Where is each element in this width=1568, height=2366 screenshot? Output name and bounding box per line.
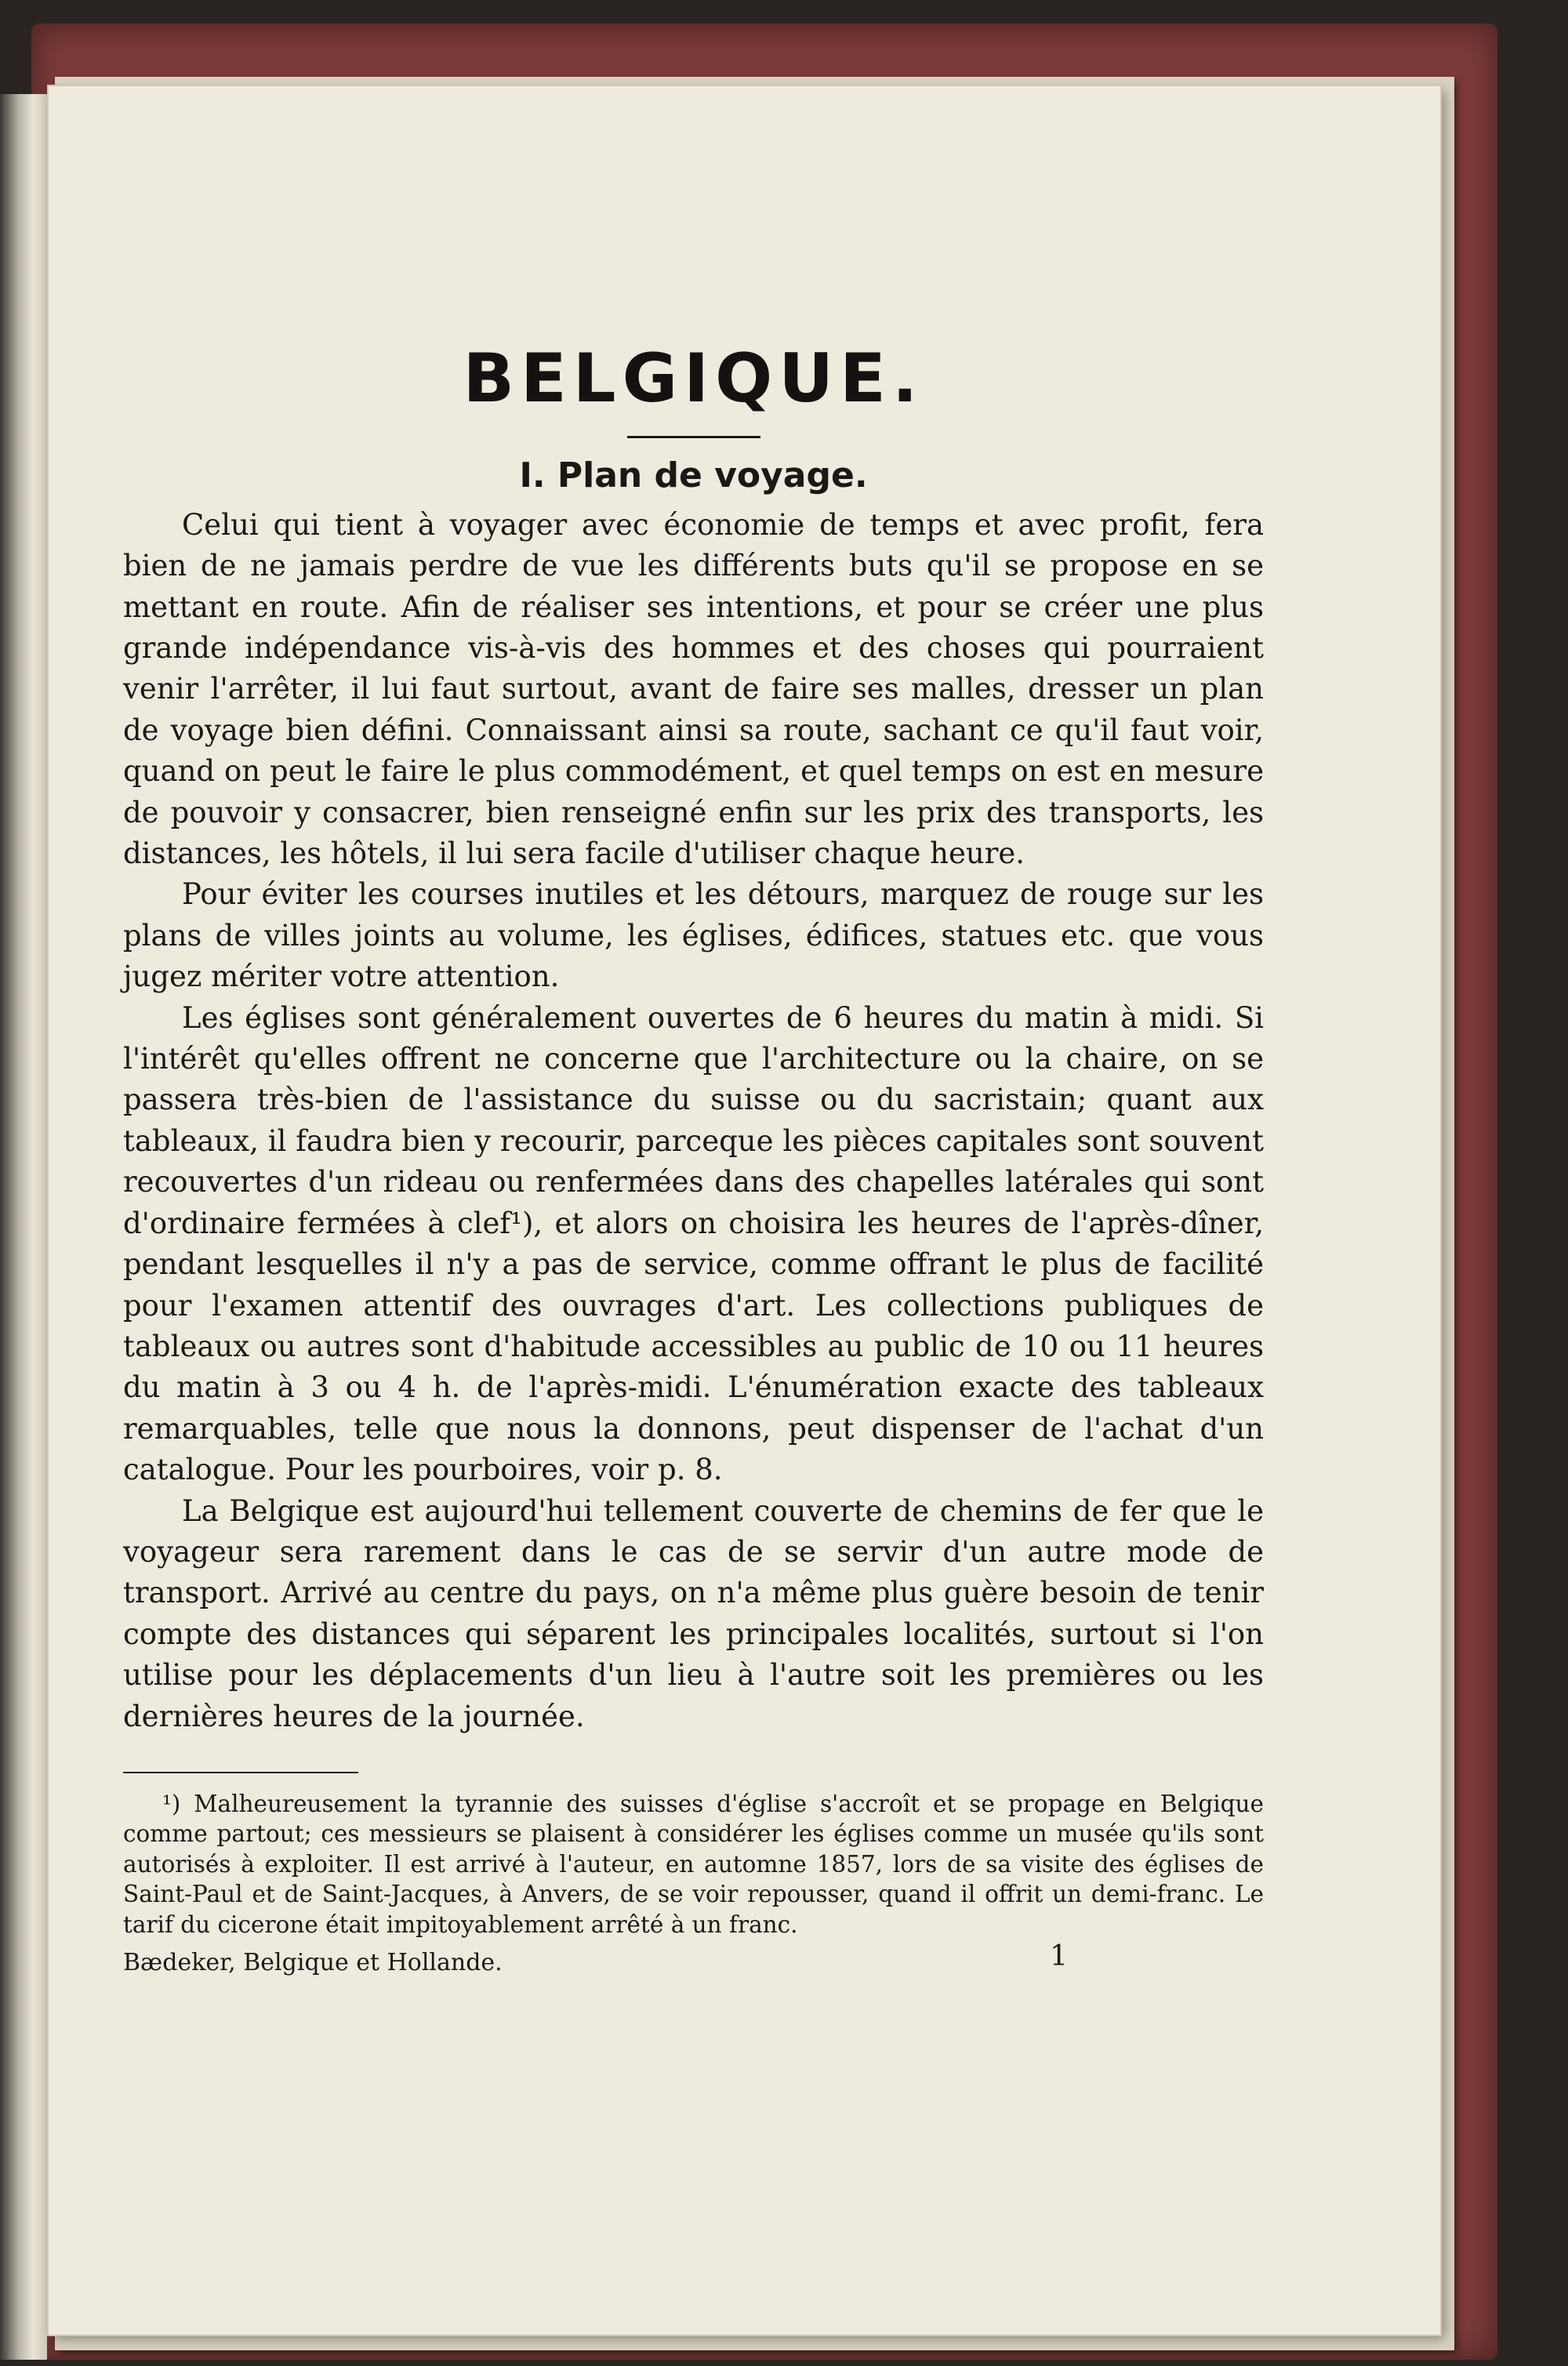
footer-text: Bædeker, Belgique et Hollande. bbox=[123, 1949, 503, 1977]
signature-mark: 1 bbox=[1050, 1940, 1068, 1973]
page-title: BELGIQUE. bbox=[463, 339, 924, 418]
paragraph-4: La Belgique est aujourd'hui tellement couverte de chemins de fer que le voyageur sera rarement dans le cas de se servir d'un autre mode de transport. Arrivé au centre du pays, on n'a même plus guère besoin de tenir compte des distances qui séparent les principales localités, surtout si l'on utilise pour les déplacements d'un lieu à l'autre soit les premières ou les dernières heures de la journée. bbox=[123, 1493, 1264, 1733]
title-rule bbox=[627, 436, 760, 438]
footnote-rule bbox=[123, 1772, 358, 1773]
page-footer bbox=[123, 1940, 1264, 1979]
page-content bbox=[123, 339, 1264, 1979]
book-page bbox=[49, 86, 1440, 2335]
previous-page-edge bbox=[0, 94, 47, 2360]
footnote: ¹) Malheureusement la tyrannie des suisses d'église s'accroît et se propage en Belgique comme partout; ces messieurs se plaisent à considérer les églises comme un musée qu'ils sont autorisés à exploiter. Il est arrivé à l'auteur, en automne 1857, lors de sa visite des églises de Saint-Paul et de Saint-Jacques, à Anvers, de se voir repousser, quand il offrit un demi-franc. Le tarif du cicerone était impitoyablement arrêté à un franc. bbox=[123, 1790, 1264, 1938]
paragraph-3: Les églises sont généralement ouvertes de 6 heures du matin à midi. Si l'intérêt qu'elles offrent ne concerne que l'architecture ou la chaire, on se passera très-bien de l'assistance du suisse ou du sacristain; quant aux tableaux, il faudra bien y recourir, parceque les pièces capitales sont souvent recouvertes d'un rideau ou renfermées dans des chapelles latérales qui sont d'ordinaire fermées à clef¹), et alors on choisira les heures de l'après-dîner, pendant lesquelles il n'y a pas de service, comme offrant le plus de facilité pour l'examen attentif des ouvrages d'art. Les collections publiques de tableaux ou autres sont d'habitude accessibles au public de 10 ou 11 heures du matin à 3 ou 4 h. de l'après-midi. L'énumération exacte des tableaux remarquables, telle que nous la donnons, peut dispenser de l'achat d'un catalogue. Pour les pourboires, voir p. 8. bbox=[123, 1000, 1264, 1487]
section-heading: I. Plan de voyage. bbox=[519, 455, 868, 495]
paragraph-2: Pour éviter les courses inutiles et les détours, marquez de rouge sur les plans de villes joints au volume, les églises, édifices, statues etc. que vous jugez mériter votre attention. bbox=[123, 877, 1264, 994]
paragraph-1: Celui qui tient à voyager avec économie de temps et avec profit, fera bien de ne jamais perdre de vue les différents buts qu'il se propose en se mettant en route. Afin de réaliser ses intentions, et pour se créer une plus grande indépendance vis-à-vis des hommes et des choses qui pourraient venir l'arrêter, il lui faut surtout, avant de faire ses malles, dresser un plan de voyage bien défini. Connaissant ainsi sa route, sachant ce qu'il faut voir, quand on peut le faire le plus commodément, et quel temps on est en mesure de pouvoir y consacrer, bien renseigné enfin sur les prix des transports, les distances, les hôtels, il lui sera facile d'utiliser chaque heure. bbox=[123, 507, 1264, 871]
